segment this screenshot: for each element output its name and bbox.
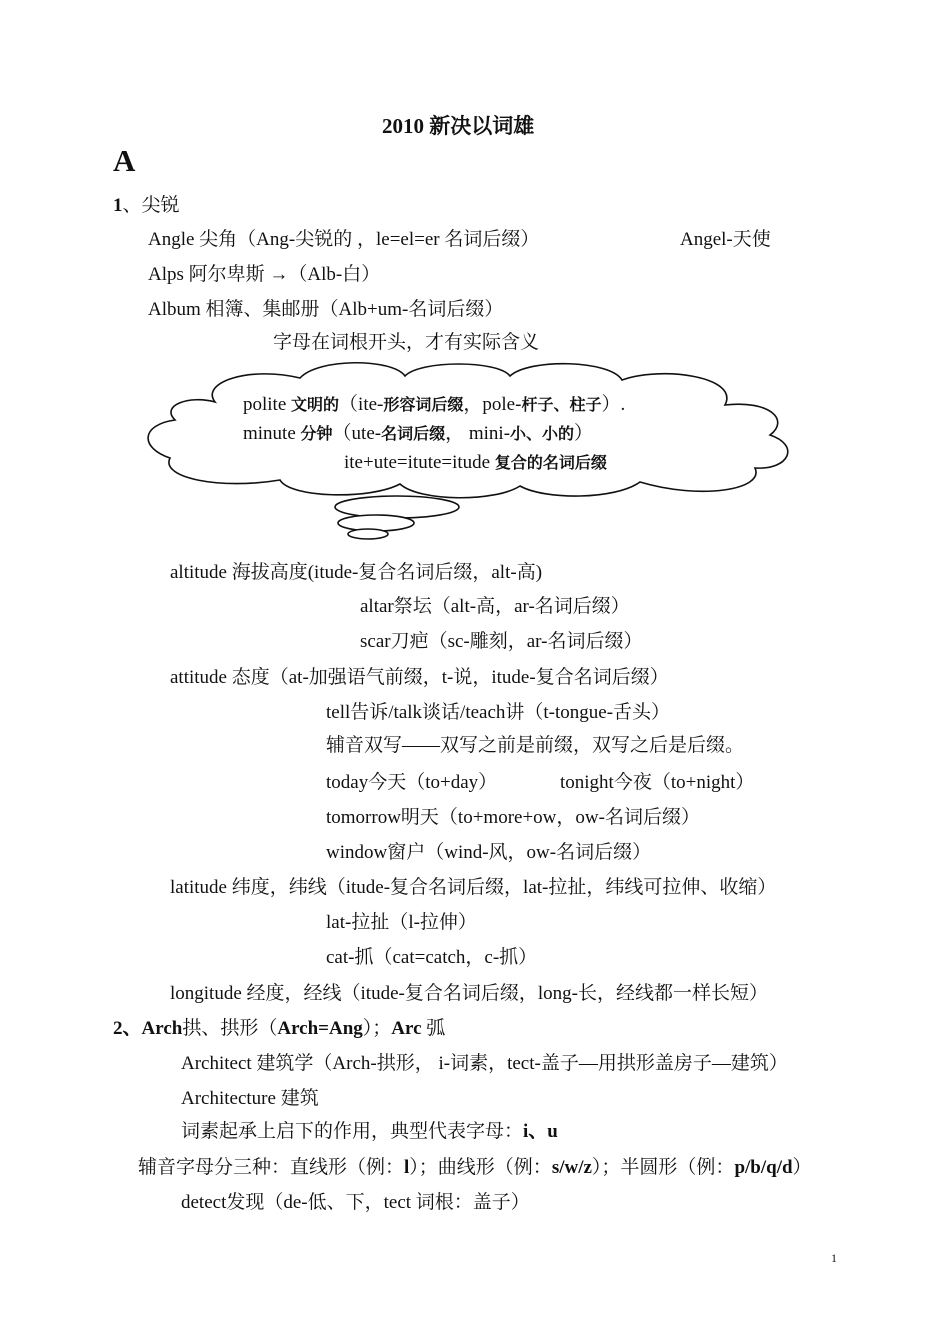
cloud-polite-close: ）. — [601, 394, 626, 415]
morpheme-letters: i、u — [523, 1121, 558, 1142]
cloud-minute-word: minute — [243, 423, 301, 444]
cloud-minute-close: ） — [574, 423, 594, 444]
morpheme-text: 词素起承上启下的作用，典型代表字母： — [181, 1121, 524, 1142]
cloud-minute-ute: （ute- — [332, 423, 382, 444]
types-intro: 辅音字母分三种：直线形（例： — [138, 1157, 405, 1178]
types-semicircle: ）；半圆形（例： — [591, 1157, 735, 1178]
line-tell: tell告诉/talk谈话/teach讲（t-tongue-舌头） — [326, 702, 671, 723]
line-detect: detect发现（de-低、下，tect 词根：盖子） — [181, 1192, 530, 1213]
item-2-separator: ）； — [362, 1018, 392, 1039]
cloud-line-polite — [243, 395, 625, 414]
item-2-arc-meaning: 弧 — [421, 1018, 446, 1039]
line-cat: cat-抓（cat=catch，c-抓） — [326, 947, 538, 968]
item-1-title: 、尖锐 — [122, 195, 180, 216]
types-semicircle-example: p/b/q/d — [734, 1157, 793, 1178]
item-2-equation: Arch=Ang — [277, 1018, 363, 1039]
line-consonant-double: 辅音双写——双写之前是前缀，双写之后是后缀。 — [326, 735, 745, 756]
types-curve: ）；曲线形（例： — [409, 1157, 552, 1178]
item-2-arch-meaning: 拱、拱形（ — [182, 1018, 278, 1039]
cloud-polite-meaning: 文明的 — [291, 397, 340, 414]
line-scar: scar刀疤（sc-雕刻，ar-名词后缀） — [360, 631, 643, 652]
line-lat: lat-拉扯（l-拉伸） — [326, 912, 477, 933]
page-number: 1 — [831, 1251, 837, 1265]
item-2-number: 2、 — [113, 1018, 142, 1039]
line-latitude: latitude 纬度，纬线（itude-复合名词后缀，lat-拉扯，纬线可拉伸、收缩） — [170, 877, 777, 898]
page-title: 2010 新决以词雄 — [382, 114, 535, 138]
line-attitude: attitude 态度（at-加强语气前缀，t-说，itude-复合名词后缀） — [170, 667, 669, 688]
cloud-itude-formula: ite+ute=itute=itude — [344, 452, 495, 473]
thought-cloud-shape — [0, 0, 950, 560]
item-2-arc: Arc — [391, 1018, 422, 1039]
line-altar: altar祭坛（alt-高，ar-名词后缀） — [360, 596, 630, 617]
line-altitude: altitude 海拔高度(itude-复合名词后缀，alt-高) — [170, 562, 543, 583]
cloud-polite-ite: （ite- — [339, 394, 384, 415]
line-architecture: Architecture 建筑 — [181, 1088, 319, 1109]
types-curve-example: s/w/z — [551, 1157, 592, 1178]
line-alps: Alps 阿尔卑斯 →（Alb-白） — [148, 264, 381, 285]
cloud-pole-meaning: 杆子、柱子 — [521, 397, 602, 414]
line-today: today今天（to+day） — [326, 772, 498, 793]
section-letter: A — [113, 143, 136, 178]
cloud-adj-suffix: 形容词后缀 — [383, 397, 464, 414]
types-close: ） — [792, 1157, 812, 1178]
line-longitude: longitude 经度，经线（itude-复合名词后缀，long-长，经线都一样长短） — [170, 983, 768, 1004]
cloud-minute-meaning: 分钟 — [300, 426, 333, 443]
item-2-heading — [113, 1019, 445, 1038]
cloud-mini: ， mini- — [445, 423, 511, 444]
line-tonight: tonight今夜（to+night） — [560, 772, 755, 793]
types-straight-example: l — [404, 1157, 410, 1178]
line-consonant-types — [138, 1158, 812, 1177]
line-album: Album 相簿、集邮册（Alb+um-名词后缀） — [148, 299, 504, 320]
line-tomorrow: tomorrow明天（to+more+ow，ow-名词后缀） — [326, 807, 700, 828]
cloud-polite-word: polite — [243, 394, 292, 415]
cloud-line-itude — [344, 453, 607, 472]
item-1-number: 1 — [113, 195, 123, 216]
cloud-pole: ，pole- — [463, 394, 522, 415]
line-angel: Angel-天使 — [680, 229, 771, 250]
line-angle: Angle 尖角（Ang-尖锐的 ，le=el=er 名词后缀） — [148, 229, 540, 250]
item-2-arch: Arch — [141, 1018, 183, 1039]
item-1-heading — [113, 196, 180, 215]
cloud-compound-suffix: 复合的名词后缀 — [494, 455, 607, 472]
line-morpheme — [181, 1122, 558, 1141]
line-window: window窗户（wind-风，ow-名词后缀） — [326, 842, 652, 863]
cloud-noun-suffix: 名词后缀 — [381, 426, 446, 443]
cloud-mini-meaning: 小、小的 — [510, 426, 575, 443]
cloud-line-minute — [243, 424, 593, 443]
line-root-note: 字母在词根开头，才有实际含义 — [273, 332, 540, 353]
line-architect: Architect 建筑学（Arch-拱形， i-词素，tect-盖子—用拱形盖房子—建筑） — [181, 1053, 788, 1074]
